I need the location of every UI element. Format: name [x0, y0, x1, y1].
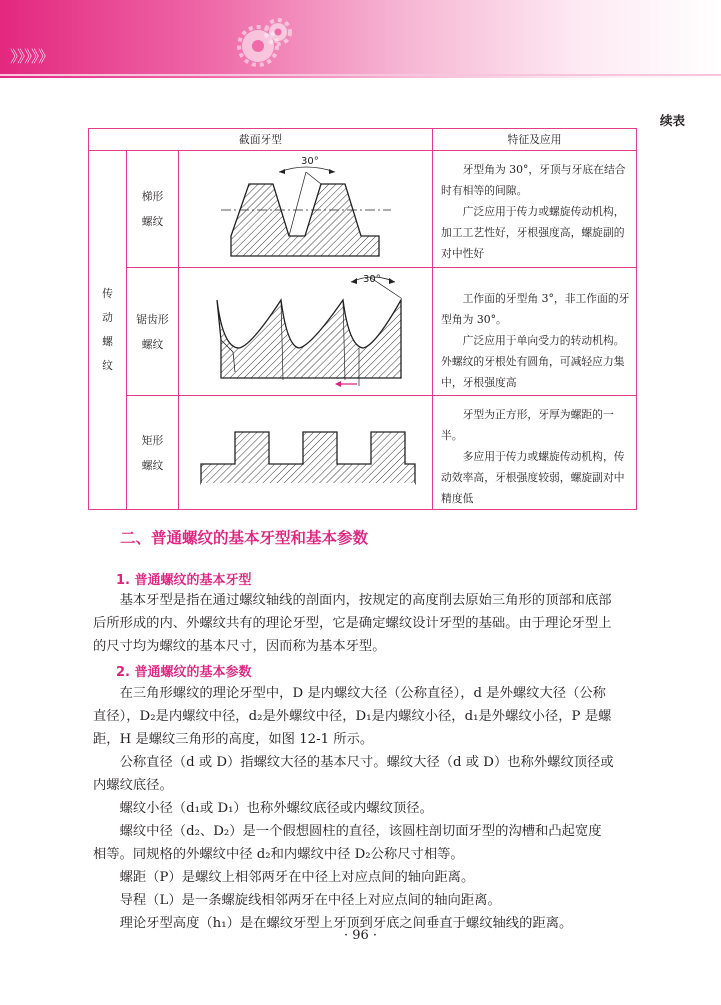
row-name-cell	[127, 396, 179, 510]
features-square	[433, 396, 637, 510]
feature-text: 广泛应用于单向受力的转动机构。外螺纹的牙根处有圆角，可减轻应力集中，牙根强度高	[441, 334, 625, 389]
gear-icon	[228, 14, 298, 74]
text-line: 的尺寸均为螺纹的基本尺寸，因而称为基本牙型。	[93, 639, 386, 654]
text-line: 螺纹中径（d₂、D₂）是一个假想圆柱的直径，该圆柱剖切面牙型的沟槽和凸起宽度	[119, 824, 602, 839]
text-line: 内螺纹底径。	[93, 778, 173, 793]
feature-text: 牙型角为 30°，牙顶与牙底在结合时有相等的间隙。	[441, 163, 626, 197]
paragraph-parameters	[93, 682, 638, 935]
square-thread-diagram	[191, 406, 421, 496]
trapezoidal-angle-label: 30°	[300, 155, 319, 167]
text-line: 相等。同规格的外螺纹中径 d₂和内螺纹中径 D₂公称尺寸相等。	[93, 847, 464, 862]
row-name-trapezoidal: 梯形螺纹	[141, 190, 164, 228]
text-line: 理论牙型高度（h₁）是在螺纹牙型上牙顶到牙底之间垂直于螺纹轴线的距离。	[119, 916, 573, 931]
row-name-square: 矩形螺纹	[141, 433, 164, 472]
header-rule	[0, 74, 721, 76]
row-name-cell	[127, 151, 179, 268]
chevron-decoration-icon: 》》》》》	[10, 47, 54, 66]
buttress-thread-diagram	[191, 268, 421, 392]
text-line: 螺距（P）是螺纹上相邻两牙在中径上对应点间的轴向距离。	[119, 870, 475, 885]
header-profile: 截面牙型	[89, 129, 433, 151]
feature-text: 工作面的牙型角 3°，非工作面的牙型角为 30°。	[441, 292, 630, 326]
feature-text: 多应用于传力或螺旋传动机构，传动效率高，牙根强度较弱，螺旋副对中精度低	[441, 450, 625, 505]
text-line: 公称直径（d 或 D）指螺纹大径的基本尺寸。螺纹大径（d 或 D）也称外螺纹顶径或	[119, 755, 614, 770]
text-line: 距，H 是螺纹三角形的高度，如图 12-1 所示。	[93, 732, 374, 747]
category-cell	[89, 151, 127, 510]
feature-text: 广泛应用于传力或螺旋传动机构，加工工艺性好，牙根强度高，螺旋副的对中性好	[441, 205, 625, 260]
section-title: 二、普通螺纹的基本牙型和基本参数	[120, 529, 369, 547]
feature-text: 牙型为正方形，牙厚为螺距的一半。	[441, 408, 614, 442]
category-label: 传动螺纹	[102, 287, 113, 372]
subheading-basic-parameters: 2. 普通螺纹的基本参数	[116, 665, 252, 680]
text-line: 直径），D₂是内螺纹中径，d₂是外螺纹中径，D₁是内螺纹小径，d₁是外螺纹小径，P 是螺	[93, 709, 612, 724]
row-name-buttress: 锯齿形螺纹	[136, 312, 169, 351]
square-figure-cell	[179, 396, 433, 510]
trapezoidal-thread-diagram	[191, 152, 421, 264]
text-line: 在三角形螺纹的理论牙型中，D 是内螺纹大径（公称直径），d 是外螺纹大径（公称	[119, 686, 606, 701]
page-number: · 96 ·	[343, 928, 378, 943]
paragraph-basic-profile	[93, 589, 638, 658]
buttress-figure-cell	[179, 268, 433, 396]
trapezoidal-figure-cell	[179, 151, 433, 268]
header-band	[0, 0, 721, 78]
features-trapezoidal	[433, 151, 637, 268]
text-line: 螺纹小径（d₁或 D₁）也称外螺纹底径或内螺纹顶径。	[119, 801, 433, 816]
text-line: 基本牙型是指在通过螺纹轴线的剖面内，按规定的高度削去原始三角形的顶部和底部	[119, 593, 612, 608]
header-features: 特征及应用	[433, 129, 637, 151]
continued-table-label: 续表	[659, 113, 685, 128]
buttress-angle-label: 30°	[362, 274, 381, 285]
subheading-basic-profile: 1. 普通螺纹的基本牙型	[116, 573, 252, 588]
thread-types-table	[88, 128, 637, 510]
features-buttress	[433, 268, 637, 396]
text-line: 导程（L）是一条螺旋线相邻两牙在中径上对应点间的轴向距离。	[119, 893, 501, 908]
text-line: 后所形成的内、外螺纹共有的理论牙型，它是确定螺纹设计牙型的基础。由于理论牙型上	[93, 616, 612, 631]
row-name-cell	[127, 268, 179, 396]
